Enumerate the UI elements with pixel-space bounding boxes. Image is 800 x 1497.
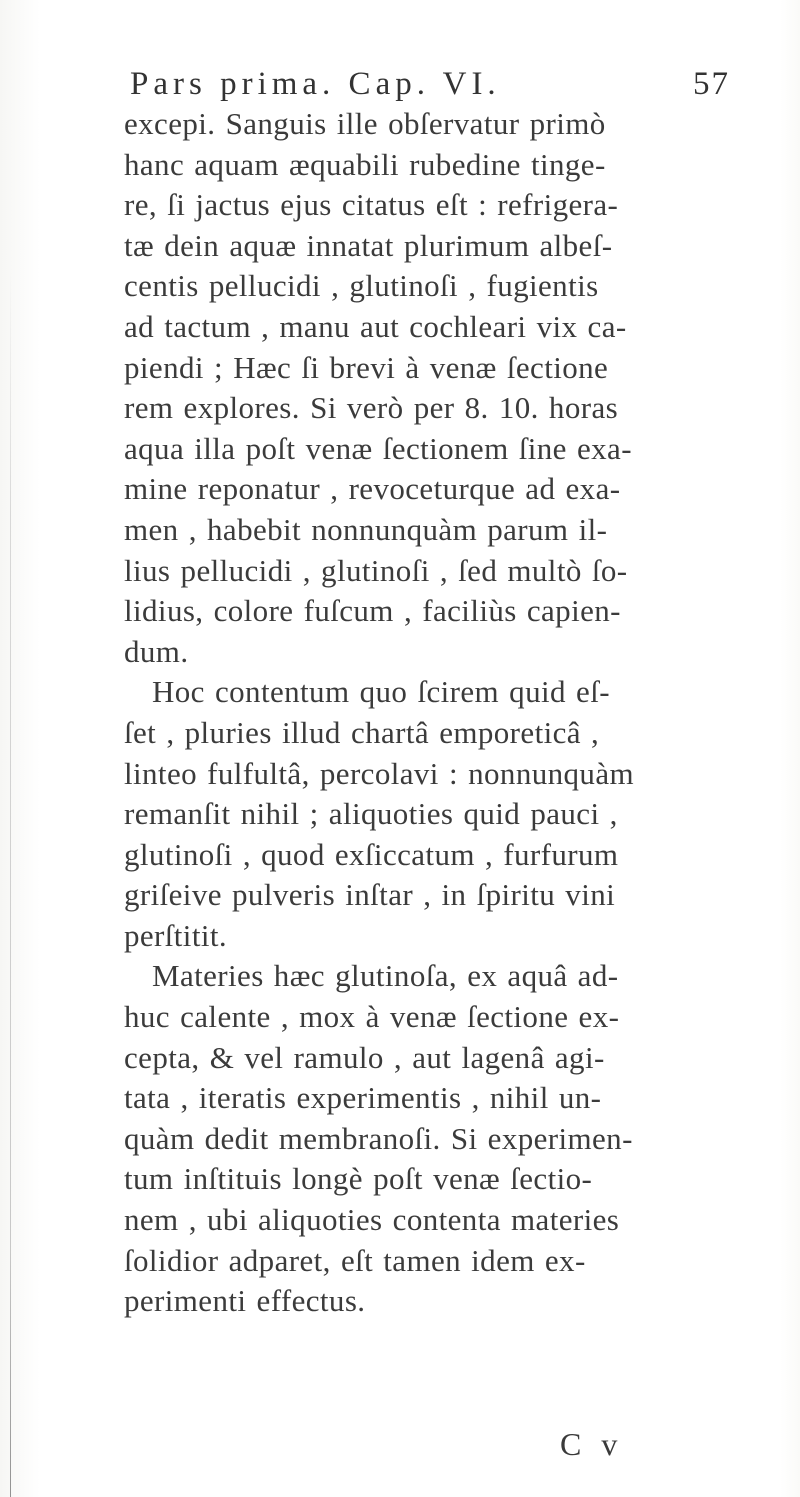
text-line: rem explores. Si verò per 8. 10. horas xyxy=(124,390,619,426)
running-head xyxy=(130,66,730,106)
text-line: centis pellucidi , glutinoſi , fugientis xyxy=(124,268,599,304)
paragraph xyxy=(124,104,736,672)
text-line: ſolidior adparet, eſt tamen idem ex- xyxy=(124,1242,586,1278)
text-line: hanc aquam æquabili rubedine tinge- xyxy=(124,146,606,182)
text-line: lidius, colore fuſcum , faciliùs capien- xyxy=(124,593,621,629)
text-line: excepi. Sanguis ille obſervatur primò xyxy=(124,106,606,141)
text-line: Hoc contentum quo ſcirem quid eſ- xyxy=(152,674,610,710)
text-line: ad tactum , manu aut cochleari vix ca- xyxy=(124,308,627,344)
text-line: linteo fulfultâ, percolavi : nonnunquàm xyxy=(124,755,635,791)
text-line: quàm dedit membranoſi. Si experimen- xyxy=(124,1120,633,1156)
signature-mark: C v xyxy=(560,1426,624,1462)
text-line: perimenti effectus. xyxy=(124,1283,366,1319)
text-line: dum. xyxy=(124,633,189,669)
text-line: nem , ubi aliquoties contenta materies xyxy=(124,1202,620,1238)
text-line: mine reponatur , revoceturque ad exa- xyxy=(124,471,621,507)
running-title: Pars prima. Cap. VI. xyxy=(130,66,501,102)
text-line: tata , iteratis experimentis , nihil un- xyxy=(124,1080,602,1116)
page-number: 57 xyxy=(693,66,730,102)
text-line: ſet , pluries illud chartâ emporeticâ , xyxy=(124,714,600,750)
text-line: men , habebit nonnunquàm parum il- xyxy=(124,511,608,547)
text-line: cepta, & vel ramulo , aut lagenâ agi- xyxy=(124,1039,605,1075)
text-line: glutinoſi , quod exſiccatum , furfurum xyxy=(124,836,619,872)
text-line: huc calente , mox à venæ ſectione ex- xyxy=(124,999,620,1035)
text-line: tæ dein aquæ innatat plurimum albeſ- xyxy=(124,227,613,263)
paragraph xyxy=(124,672,736,956)
text-line: piendi ; Hæc ſi brevi à venæ ſectione xyxy=(124,349,609,385)
page-edge-shadow xyxy=(10,270,11,1497)
text-line: re, ſi jactus ejus citatus eſt : refrigera- xyxy=(124,187,619,223)
text-line: tum inſtituis longè poſt venæ ſectio- xyxy=(124,1161,593,1197)
text-line: Materies hæc glutinoſa, ex aquâ ad- xyxy=(152,958,619,994)
text-line: perſtitit. xyxy=(124,917,228,953)
paragraph xyxy=(124,956,736,1321)
text-line: remanſit nihil ; aliquoties quid pauci , xyxy=(124,796,618,832)
text-line: aqua illa poſt venæ ſectionem ſine exa- xyxy=(124,430,632,466)
text-line: lius pellucidi , glutinoſi , ſed multò ſo- xyxy=(124,552,628,588)
body-text xyxy=(124,104,736,1322)
text-line: griſeive pulveris inſtar , in ſpiritu vini xyxy=(124,877,616,913)
